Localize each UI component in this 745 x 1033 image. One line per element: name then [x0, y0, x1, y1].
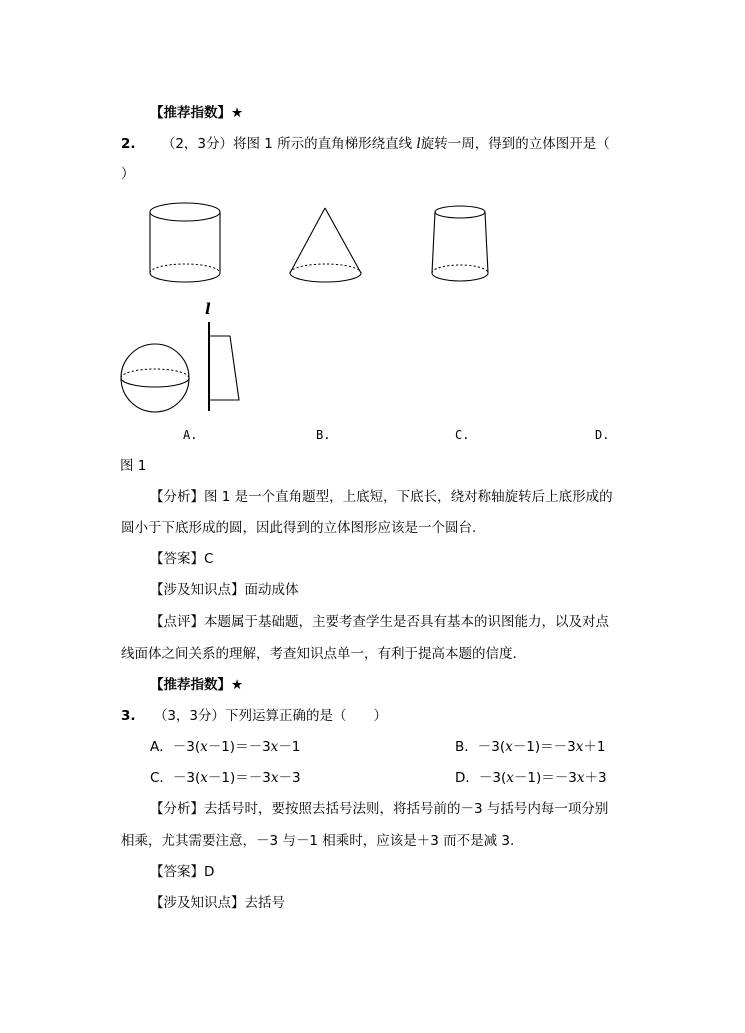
recommend-label: 【推荐指数】 [150, 105, 231, 121]
opt-text: －1 [278, 739, 301, 755]
opt-var: x [575, 739, 584, 755]
star-icon: ★ [231, 677, 244, 693]
q3-option-b [455, 738, 605, 756]
q3-option-a [150, 738, 300, 756]
opt-var: x [200, 770, 208, 786]
figure-caption: 图 1 [120, 458, 147, 474]
recommend-index-2 [150, 676, 243, 694]
q3-option-d [455, 769, 607, 787]
q3-answer: 【答案】D [150, 864, 215, 880]
opt-text: －1)＝－3 [207, 739, 271, 755]
q3-number: 3. [121, 708, 136, 724]
opt-var: x [576, 770, 585, 786]
recommend-index-1 [150, 104, 243, 122]
q2-line1 [121, 135, 610, 153]
opt-text: B．－3( [455, 739, 506, 755]
opt-text: －3 [278, 770, 301, 786]
opt-text: ＋1 [583, 739, 606, 755]
q2-stem-close: ） [121, 166, 135, 182]
opt-var: x [505, 739, 513, 755]
opt-text: A．－3( [150, 739, 201, 755]
option-c-label: C. [455, 428, 470, 442]
opt-text: C．－3( [150, 770, 201, 786]
q3-stem: （3，3分）下列运算正确的是（ ） [153, 708, 388, 724]
opt-text: －1)＝－3 [207, 770, 271, 786]
opt-var: x [270, 770, 279, 786]
q2-analysis-line1: 【分析】图 1 是一个直角题型，上底短，下底长，绕对称轴旋转后上底形成的 [150, 489, 613, 505]
opt-var: x [506, 770, 514, 786]
recommend-label: 【推荐指数】 [150, 677, 231, 693]
q2-comment-line2: 线面体之间关系的理解，考查知识点单一，有利于提高本题的信度. [121, 646, 517, 662]
opt-text: －1)＝－3 [512, 739, 576, 755]
axis-label-l: l [205, 300, 211, 318]
q2-var-l: l [416, 136, 421, 152]
option-b-label: B. [316, 428, 331, 442]
sphere-figure [121, 344, 189, 412]
option-a-label: A. [183, 428, 198, 442]
frustum-figure [432, 206, 488, 281]
opt-var: x [200, 739, 208, 755]
q2-comment-line1: 【点评】本题属于基础题，主要考查学生是否具有基本的识图能力，以及对点 [150, 614, 609, 630]
q2-stem-b: 旋转一周，得到的立体图开是（ [420, 136, 610, 152]
opt-text: ＋3 [584, 770, 607, 786]
q2-number: 2. [121, 136, 136, 152]
cone-figure [290, 208, 361, 282]
star-icon: ★ [231, 105, 244, 121]
option-d-label: D. [595, 428, 610, 442]
opt-text: －1)＝－3 [513, 770, 577, 786]
q2-analysis-line2: 圆小于下底形成的圆，因此得到的立体图形应该是一个圆台. [121, 520, 477, 536]
q2-knowledge: 【涉及知识点】面动成体 [150, 582, 299, 598]
q3-analysis-line1: 【分析】去括号时，要按照去括号法则，将括号前的－3 与括号内每一项分别 [150, 801, 609, 817]
opt-var: x [270, 739, 279, 755]
q3-analysis-line2: 相乘，尤其需要注意，－3 与－1 相乘时，应该是＋3 而不是减 3. [121, 833, 515, 849]
right-trapezoid-figure [209, 322, 239, 411]
cylinder-figure [150, 203, 220, 282]
q3-knowledge: 【涉及知识点】去括号 [150, 895, 285, 911]
q2-line2 [121, 165, 135, 183]
q3-stem-line [121, 707, 387, 725]
q2-stem-a: （2，3分）将图 1 所示的直角梯形绕直线 [161, 136, 417, 152]
opt-text: D．－3( [455, 770, 507, 786]
q3-option-c [150, 769, 301, 787]
q2-answer: 【答案】C [150, 551, 214, 567]
